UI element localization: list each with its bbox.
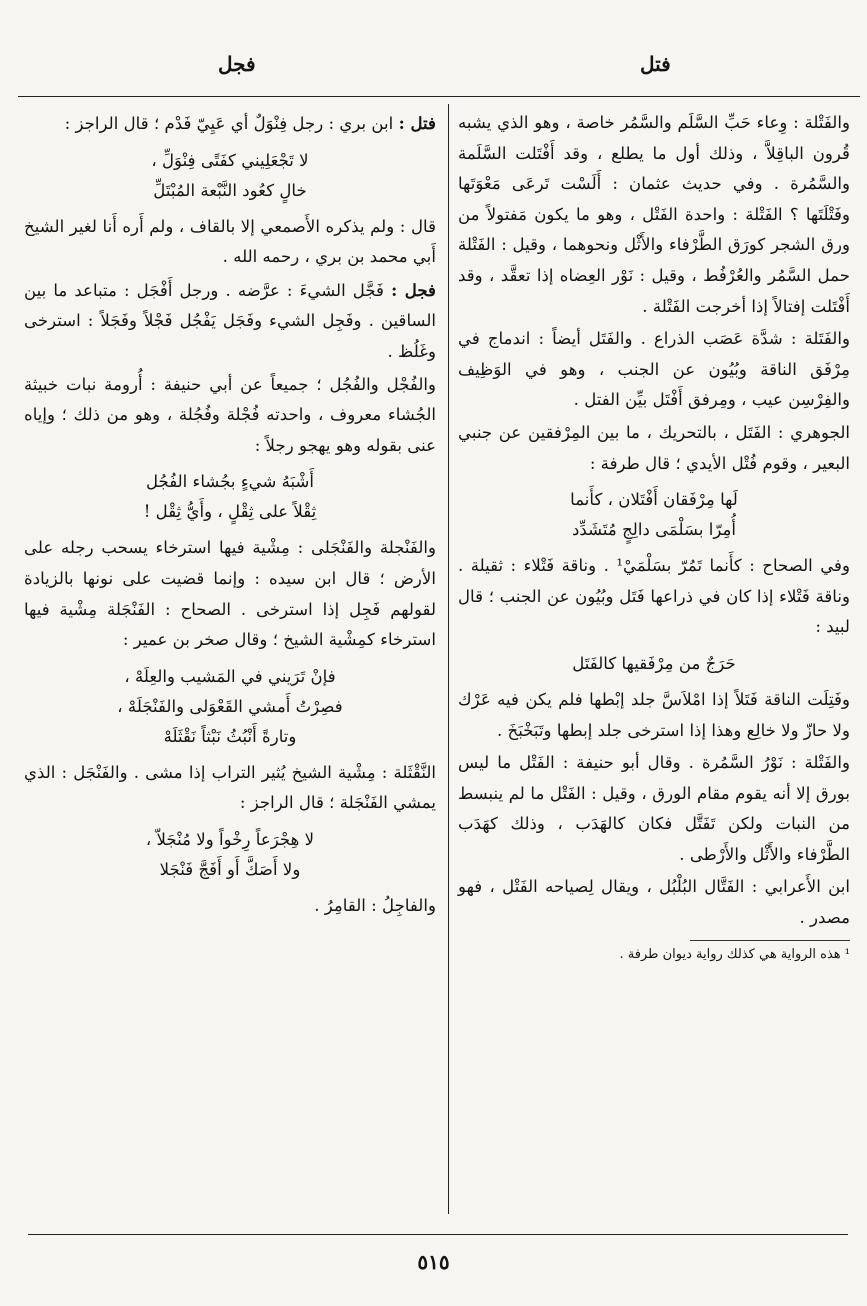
entry-headword: فجل :: [391, 279, 436, 300]
verse: [24, 467, 436, 527]
bottom-rule: [28, 1234, 848, 1235]
right-running-head: فتل: [640, 52, 671, 76]
verse-line: أُمِرّا بسَلْمَى دالِجٍ مُتَشَدِّد: [572, 520, 736, 540]
verse-line: لَها مِرْفَقان أَفْتَلان ، كأَنما: [570, 490, 738, 510]
paragraph: والفَتْلة : نَوْرُ السَّمُرة . وقال أبو حنيفة : الفَتْل ما ليس بورق إلا أنه يقوم مقام الورق ، وقيل : الفَتْل ما لم ينبسط من النبات ولكن تَفَتَّل فكان كالهَدَب ، وذلك كهَدَب الطَّرْفاء والأَثْل والأَرْطى .: [458, 753, 850, 864]
left-running-head: فجل: [218, 52, 256, 76]
verse-line: لا تَجْعَلِيني كفَتًى فِنْوَلِّ ،: [151, 150, 309, 170]
verse-line: حَرَجٌ من مِرْفَقيها كالفَتَل: [572, 653, 736, 673]
footnote-rule: [690, 940, 850, 941]
verse: [24, 146, 436, 206]
verse: [24, 662, 436, 752]
verse-line: فإنْ تَرَيني في المَشيب والعِلَهْ ،: [124, 666, 336, 686]
entry-paragraph: [24, 108, 436, 140]
paragraph: النَّقْثَلة : مِشْية الشيخ يُثير التراب إذا مشى . والفَنْجَل : الذي يمشي الفَنْجَلة ؛ قال الراجز :: [24, 762, 436, 813]
right-column: [458, 108, 850, 965]
page-number: ٥١٥: [417, 1250, 450, 1274]
verse-line: لا هِجْرَعاً رِخْواً ولا مُنْجَلاّ ،: [145, 829, 315, 849]
verse-line: وتارةً أَنْبُثُ نَبْثاً نَقْثَلَهْ: [163, 726, 297, 746]
paragraph: والفَنْجلة والفَنْجَلى : مِشْية فيها استرخاء يسحب رجله على الأرض ؛ قال ابن سيده : وإنما قضيت على نونها بالزيادة لقولهم فَجِل إذا استرخى . الصحاح : الفَنْجَلة مِشْية فيها استرخاء كمِشْية الشيخ ؛ وقال صخر بن عمير :: [24, 538, 436, 650]
footnote: ¹ هذه الرواية هي كذلك رواية ديوان طرفة .: [619, 946, 850, 962]
paragraph: الجوهري : الفَتَل ، بالتحريك ، ما بين المِرْفقين عن جنبي البعير ، وقوم فُتْل الأيدي ؛ قال طرفة :: [458, 422, 850, 473]
top-rule: [18, 96, 860, 97]
paragraph: والفَتْلة : وِعاء حَبِّ السَّلَم والسَّمُر خاصة ، وهو الذي يشبه قُرون الباقِلاَّ ، وذلك أول ما يطلع ، وقد أَفْتَلت السَّلَمة والسَّمُرة . وفي حديث عثمان : أَلَسْت تَرعَى مَعْوَتَها وفَتْلَتَها ؟ الفَتْلة : واحدة الفَتْل ، وهو ما يكون مَفتولاً من ورق الشجر كورَق الطَّرْفاء والأَثْل ونحوهما ، وقيل : الفَتْلة حمل السَّمُر والعُرْفُط ، وقيل : نَوْر العِضاه إذا تعقَّد ، وقد أَفْتَلت إفتالاً إذا أخرجت الفَتْلة .: [458, 113, 850, 316]
paragraph: وفَتِلَت الناقة فَتَلاً إذا امْلاَسَّ جلد إبْطها فلم يكن فيه عَرْك ولا حازّ ولا خالِع وهذا إذا استرخى جلد إبطها وتَبَخْبَخَ .: [458, 689, 850, 740]
entry-headword: فتل :: [398, 113, 436, 133]
verse-line: ثِقْلاً على ثِقْلٍ ، وأَيُّ ثِقْل !: [143, 502, 317, 522]
paragraph: قال : ولم يذكره الأَصمعي إلا بالقاف ، ولم أَره أَنا لغير الشيخ أَبي محمد بن بري ، رحمه الله .: [24, 216, 436, 267]
paragraph: والفَتَلة : شدَّة عَصَب الذراع . والفَتَل أيضاً : اندماج في مِرْفَق الناقة وبُيُون عن الجنب ، وهو في الوَظِيف والفِرْسِن عيب ، ومِرفق أَفْتَل بيِّن الفتل .: [458, 329, 850, 410]
paragraph: وفي الصحاح : كأَنما تَمُرّ بسَلْمَيْ¹ . وناقة فَتْلاء : ثقيلة . وناقة فَتْلاء إذا كان في ذراعها فَتَل وبُيُون عن الجنب ؛ قال لبيد :: [458, 556, 850, 637]
paragraph: والفاجِلُ : القامِرُ .: [314, 895, 436, 915]
entry-text: فَجَّل الشيءَ : عرَّضه . ورجل أَفْجَل : متباعد ما بين الساقين . وفَجِل الشيء وفَجَل يَفْجُل فَجْلاً وفَجَلاً : استرخى وغَلُظ .: [24, 280, 436, 361]
verse: [24, 825, 436, 885]
verse-line: خالٍ كعُود النَّبْعة المُبْتَلِّ: [153, 180, 307, 200]
paragraph: ابن الأَعرابي : الفَتَّال البُلْبُل ، ويقال لِصياحه الفَتْل ، فهو مصدر .: [458, 877, 850, 928]
paragraph: والفُجْل والفُجُل ؛ جميعاً عن أبي حنيفة : أُرومة نبات خبيثة الجُشاء معروف ، واحدته فُجْلة وفُجُلة ، وهو من ذلك ؛ وإياه عنى بقوله وهو يهجو رجلاً :: [24, 374, 436, 455]
verse: [458, 649, 850, 679]
verse-line: ولا أَصَكَّ أَو أَفَجَّ فَنْجَلا: [159, 859, 301, 879]
column-divider: [448, 104, 449, 1214]
entry-paragraph: [24, 275, 436, 368]
verse-line: أَشْبَهُ شيءٍ بجُشاء الفُجُل: [145, 472, 315, 492]
verse: [458, 485, 850, 545]
left-column: [24, 108, 436, 924]
entry-text: ابن بري : رجل فِنْوَلٌ أي عَيِيّ فَدْم ؛ قال الراجز :: [64, 114, 394, 133]
verse-line: فصِرْتُ أَمشي القَعْوَلى والفَنْجَلَهْ ،: [117, 696, 343, 716]
